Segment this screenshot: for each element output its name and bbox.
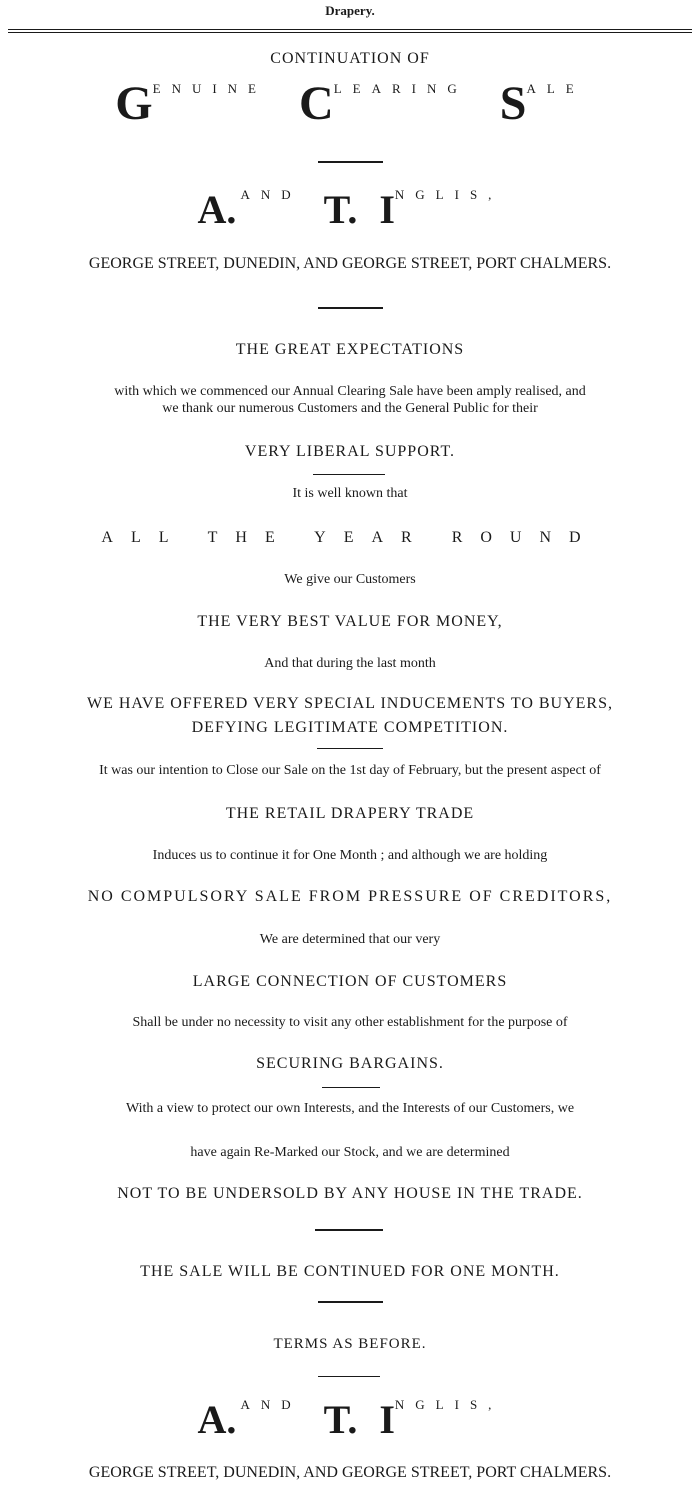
no-compulsory-line: NO COMPULSORY SALE FROM PRESSURE OF CREDITORS, <box>87 888 613 905</box>
firm-name-closing: A. $^{AND}$ T. $I^{NGLIS,}$ <box>197 1397 503 1442</box>
title-word-genuine: $G^{ENUINE}$ <box>115 77 268 130</box>
divider-5 <box>322 1087 380 1088</box>
header-rule-bottom <box>8 32 692 33</box>
best-value-line: THE VERY BEST VALUE FOR MONEY, <box>197 613 503 630</box>
undersold-line: NOT TO BE UNDERSOLD BY ANY HOUSE IN THE TRADE. <box>117 1185 583 1202</box>
protect-line: With a view to protect our own Interests, and the Interests of our Customers, we <box>125 1101 575 1116</box>
necessity-line: Shall be under no necessity to visit any other establishment for the purpose of <box>132 1015 568 1030</box>
section-header: Drapery. <box>325 3 375 18</box>
header-rule-top <box>8 29 692 30</box>
year-round-line: ALL THE YEAR ROUND <box>101 529 599 546</box>
firm-name: A. $^{AND}$ T. $I^{NGLIS,}$ <box>197 187 503 232</box>
thanks-line-1: with which we commenced our Annual Clearing Sale have been amply realised, and <box>114 384 586 399</box>
address-line: GEORGE STREET, DUNEDIN, AND GEORGE STREET, PORT CHALMERS. <box>88 255 612 272</box>
divider-4 <box>317 748 383 749</box>
connection-line: LARGE CONNECTION OF CUSTOMERS <box>192 973 508 990</box>
sale-title <box>0 76 700 136</box>
inducements-line-2: DEFYING LEGITIMATE COMPETITION. <box>191 719 509 736</box>
trade-line: THE RETAIL DRAPERY TRADE <box>225 805 475 822</box>
support-line: VERY LIBERAL SUPPORT. <box>244 443 456 460</box>
address-line-closing: GEORGE STREET, DUNEDIN, AND GEORGE STREET, PORT CHALMERS. <box>88 1464 612 1481</box>
during-line: And that during the last month <box>264 656 436 671</box>
divider-7 <box>318 1301 383 1303</box>
divider-2 <box>318 307 383 309</box>
determined-line: We are determined that our very <box>259 932 441 947</box>
divider-3 <box>313 474 385 475</box>
bargains-line: SECURING BARGAINS. <box>256 1055 444 1072</box>
expectations-heading: THE GREAT EXPECTATIONS <box>235 341 465 358</box>
we-give-line: We give our Customers <box>284 572 416 587</box>
divider-1 <box>318 161 383 163</box>
continued-line: THE SALE WILL BE CONTINUED FOR ONE MONTH. <box>140 1263 560 1280</box>
intro-line: CONTINUATION OF <box>270 50 430 67</box>
remarked-line: have again Re-Marked our Stock, and we are determined <box>190 1145 510 1160</box>
divider-8 <box>318 1376 380 1377</box>
terms-line: TERMS AS BEFORE. <box>273 1336 427 1352</box>
thanks-line-2: we thank our numerous Customers and the General Public for their <box>162 401 538 416</box>
intention-line: It was our intention to Close our Sale on the 1st day of February, but the present aspect of <box>99 763 601 778</box>
induces-line: Induces us to continue it for One Month ; and although we are holding <box>152 848 548 863</box>
inducements-line-1: WE HAVE OFFERED VERY SPECIAL INDUCEMENTS TO BUYERS, <box>86 695 613 712</box>
divider-6 <box>315 1229 383 1231</box>
title-word-sale: $S^{ALE}$ <box>499 77 585 130</box>
known-line: It is well known that <box>292 486 408 501</box>
title-word-clearing: $C^{LEARING}$ <box>299 77 468 130</box>
